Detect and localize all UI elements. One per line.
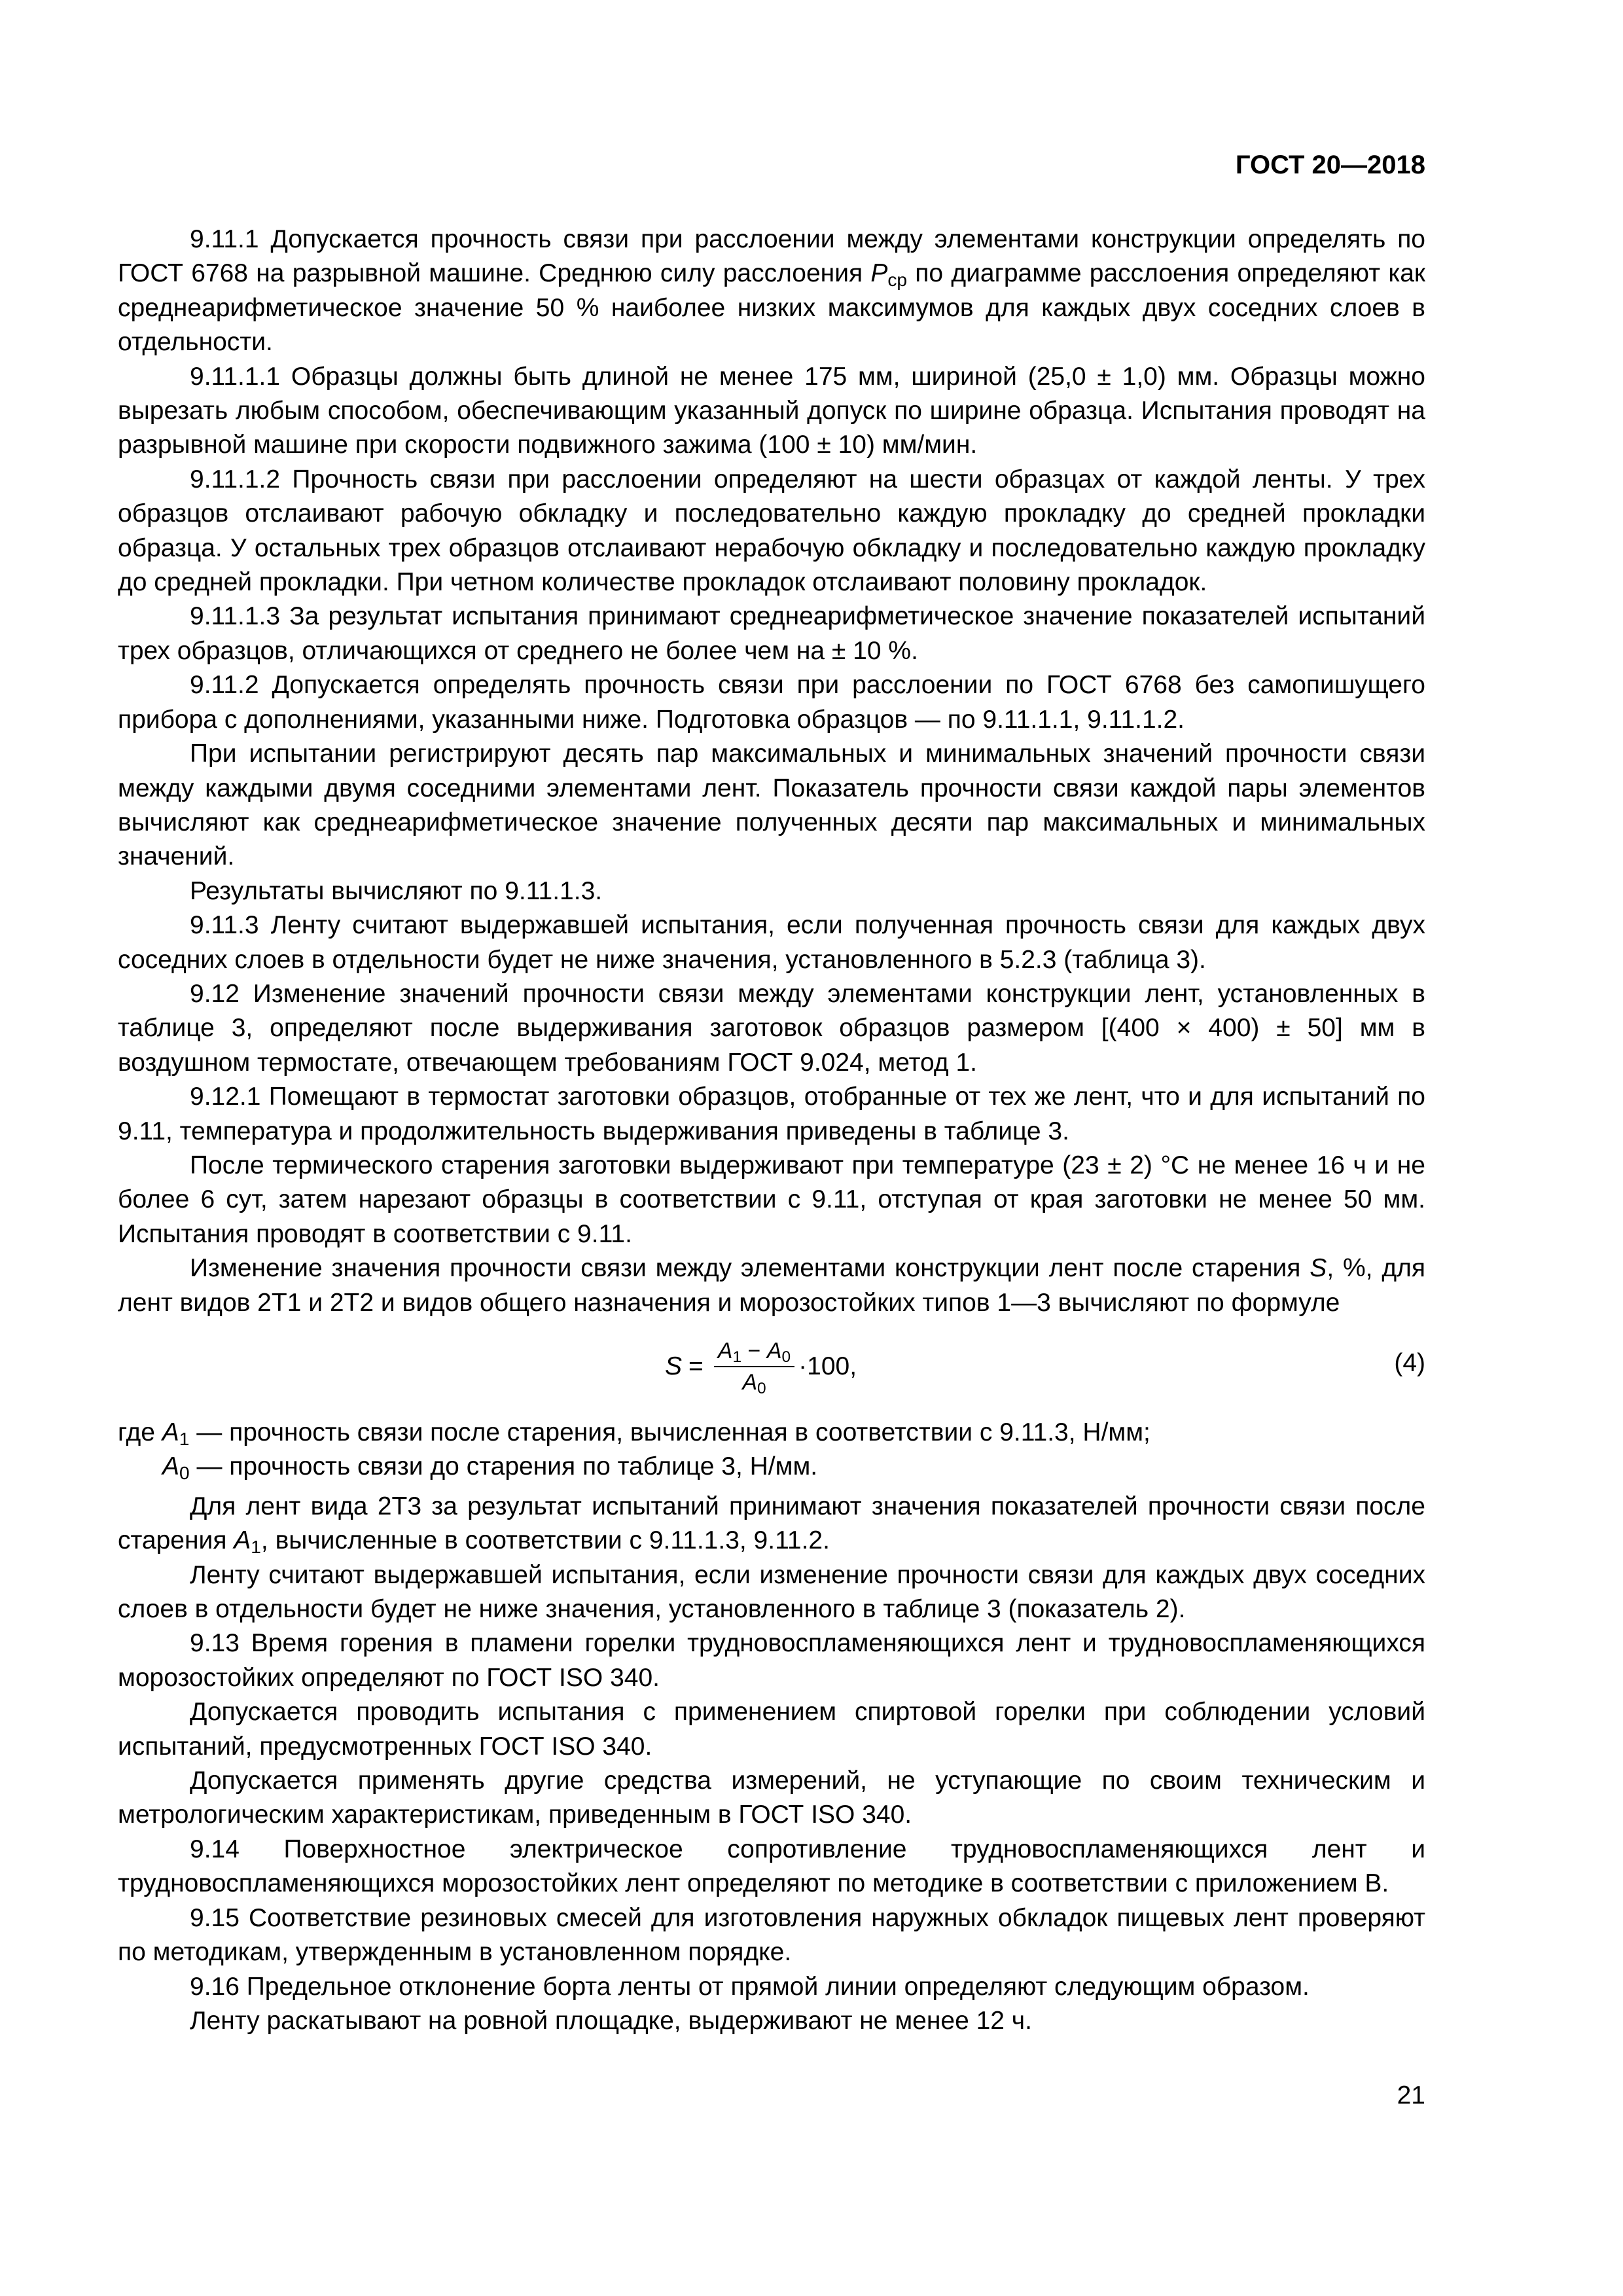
page-number: 21 <box>1397 2081 1425 2109</box>
formula-4 <box>118 1327 1425 1412</box>
formula-numerator: $A_1 - A_0$ <box>714 1336 794 1367</box>
paragraph-thermal-aging: После термического старения заготовки выдерживают при температуре (23 ± 2) °С не менее 16 ч и не более 6 сут, затем нарезают образцы в соответствии с 9.11, отступая от края заготовки не менее 50 мм. Испытания проводят в соответствии с 9.11. <box>118 1151 1425 1248</box>
paragraph-9-12-1: 9.12.1 Помещают в термостат заготовки образцов, отобранные от тех же лент, что и для испытаний по 9.11, температура и продолжительность выдерживания приведены в таблице 3. <box>118 1083 1425 1145</box>
formula-number: (4) <box>1394 1349 1425 1377</box>
formula-equals: = <box>688 1352 704 1380</box>
paragraph-2t3: Для лент вида 2Т3 за результат испытаний принимают значения показателей прочности связи после старения $A_1$, вычисленные в соответствии с 9.11.1.3, 9.11.2. <box>118 1492 1425 1558</box>
paragraph-9-11-1: 9.11.1 Допускается прочность связи при расслоении между элементами конструкции определять по ГОСТ 6768 на разрывной машине. Среднюю силу расслоения $P_{ср}$ по диаграмме расслоения определяют как среднеарифметическое значение 50 % наиболее низких максимумов для каждых двух соседних слоев в отдельности. <box>118 225 1425 357</box>
legend-line-a0: $A_0$ — прочность связи до старения по таблице 3, Н/мм. <box>162 1452 818 1484</box>
document-id-header: ГОСТ 20—2018 <box>1235 151 1425 179</box>
document-body <box>118 223 1425 2038</box>
paragraph-other-instruments: Допускается применять другие средства измерений, не уступающие по своим техническим и метрологическим характеристикам, приведенным в ГОСТ ISO 340. <box>118 1767 1425 1829</box>
formula-lhs: S <box>665 1352 683 1380</box>
paragraph-9-11-1-3: 9.11.1.3 За результат испытания принимают среднеарифметическое значение показателей испытаний трех образцов, отличающихся от среднего не более чем на ± 10 %. <box>118 602 1425 665</box>
paragraph-9-13: 9.13 Время горения в пламени горелки трудновоспламеняющихся лент и трудновоспламеняющихся морозостойких определяют по ГОСТ ISO 340. <box>118 1629 1425 1692</box>
paragraph-formula-intro: Изменение значения прочности связи между элементами конструкции лент после старения S, %, для лент видов 2Т1 и 2Т2 и видов общего назначения и морозостойких типов 1—3 вычисляют по формуле <box>118 1254 1425 1317</box>
legend-line-a1: где $A_1$ — прочность связи после старения, вычисленная в соответствии с 9.11.3, Н/мм; <box>118 1418 1150 1450</box>
formula-legend <box>118 1416 1425 1484</box>
paragraph-9-12: 9.12 Изменение значений прочности связи между элементами конструкции лент, установленных в таблице 3, определяют после выдерживания заготовок образцов размером [(400 × 400) ± 50] мм в воздушном термостате, отвечающем требованиям ГОСТ 9.024, метод 1. <box>118 979 1425 1077</box>
paragraph-results: Результаты вычисляют по 9.11.1.3. <box>190 876 603 905</box>
paragraph-9-11-1-1: 9.11.1.1 Образцы должны быть длиной не менее 175 мм, шириной (25,0 ± 1,0) мм. Образцы можно вырезать любым способом, обеспечивающим указанный допуск по ширине образца. Испытания проводят на разрывной машине при скорости подвижного зажима (100 ± 10) мм/мин. <box>118 362 1425 459</box>
formula-fraction <box>714 1336 794 1397</box>
paragraph-9-14: 9.14 Поверхностное электрическое сопротивление трудновоспламеняющихся лент и трудновоспламеняющихся морозостойких лент определяют по методике в соответствии с приложением В. <box>118 1835 1425 1898</box>
formula-expression <box>665 1331 857 1403</box>
paragraph-9-11-2: 9.11.2 Допускается определять прочность связи при расслоении по ГОСТ 6768 без самопишущего прибора с дополнениями, указанными ниже. Подготовка образцов — по 9.11.1.1, 9.11.1.2. <box>118 671 1425 734</box>
paragraph-9-11-3: 9.11.3 Ленту считают выдержавшей испытания, если полученная прочность связи для каждых двух соседних слоев в отдельности будет не ниже значения, установленного в 5.2.3 (таблица 3). <box>118 911 1425 974</box>
paragraph-9-11-1-2: 9.11.1.2 Прочность связи при расслоении определяют на шести образцах от каждой ленты. У трех образцов отслаивают рабочую обкладку и последовательно каждую прокладку до средней прокладки образца. У остальных трех образцов отслаивают нерабочую обкладку и последовательно каждую прокладку до средней прокладки. При четном количестве прокладок отслаивают половину прокладок. <box>118 465 1425 597</box>
formula-tail: ·100, <box>798 1352 857 1380</box>
paragraph-9-15: 9.15 Соответствие резиновых смесей для изготовления наружных обкладок пищевых лент проверяют по методикам, утвержденным в установленном порядке. <box>118 1903 1425 1967</box>
formula-denominator: $A_0$ <box>742 1370 766 1398</box>
paragraph-9-16: 9.16 Предельное отклонение борта ленты от прямой линии определяют следующим образом. <box>190 1972 1310 2001</box>
paragraph-test-registration: При испытании регистрируют десять пар максимальных и минимальных значений прочности связи между каждыми двумя соседними элементами лент. Показатель прочности связи каждой пары элементов вычисляют как среднеарифметическое значение полученных десяти пар максимальных и минимальных значений. <box>118 740 1425 871</box>
paragraph-alcohol-burner: Допускается проводить испытания с применением спиртовой горелки при соблюдении условий испытаний, предусмотренных ГОСТ ISO 340. <box>118 1698 1425 1761</box>
paragraph-rolling-out: Ленту раскатывают на ровной площадке, выдерживают не менее 12 ч. <box>190 2006 1032 2035</box>
paragraph-passed-aging: Ленту считают выдержавшей испытания, если изменение прочности связи для каждых двух соседних слоев в отдельности будет не ниже значения, установленного в таблице 3 (показатель 2). <box>118 1560 1425 1624</box>
